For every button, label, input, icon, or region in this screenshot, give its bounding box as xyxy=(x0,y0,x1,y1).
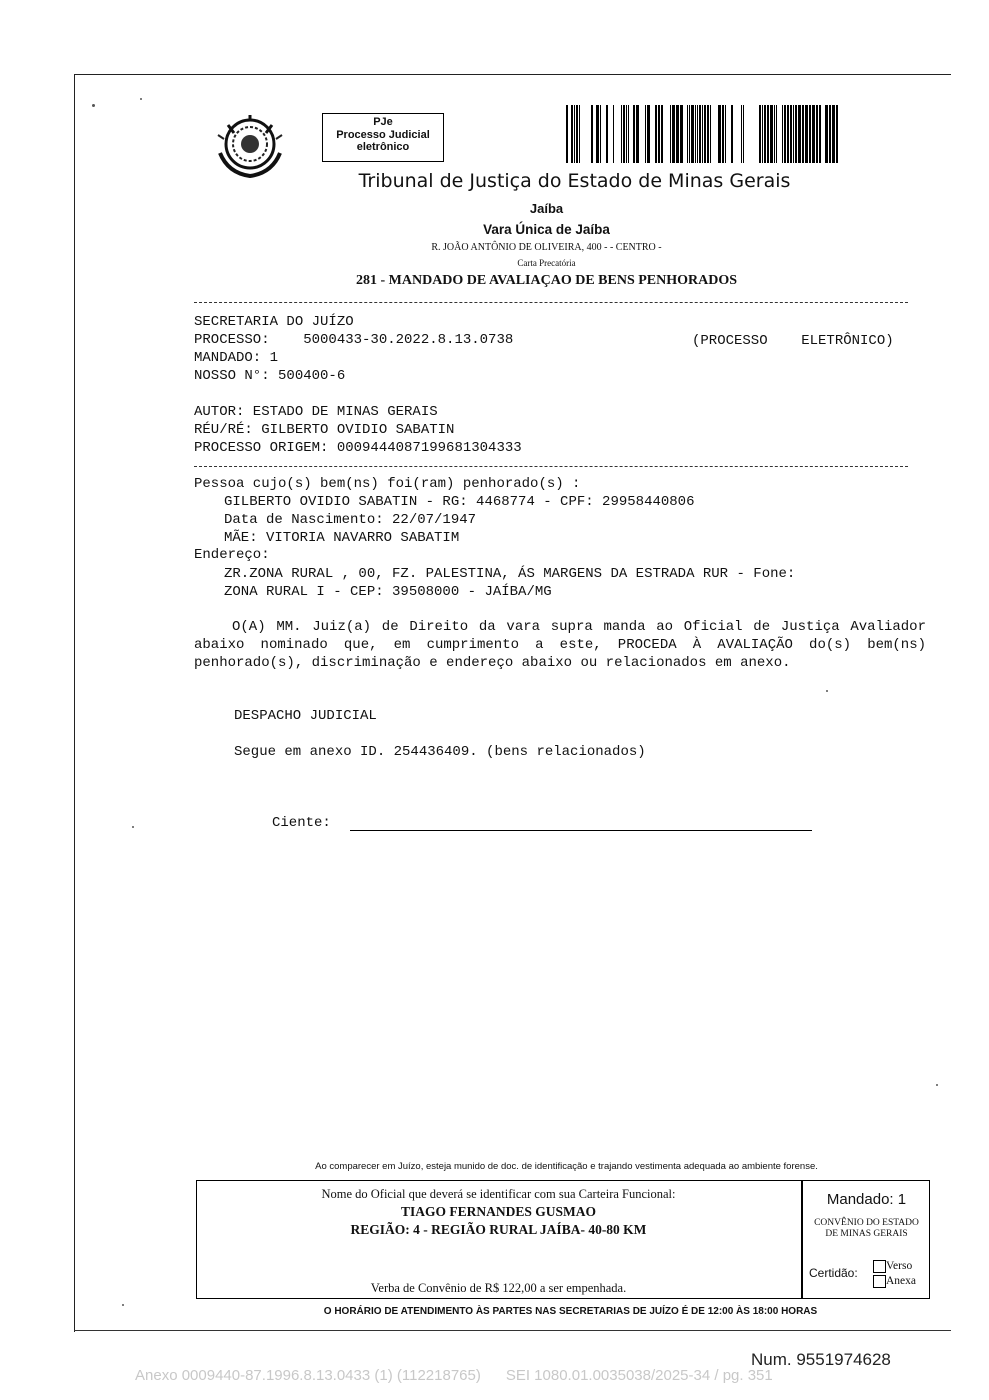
barcode-bar xyxy=(574,105,575,163)
pje-line-3: eletrônico xyxy=(356,141,410,153)
barcode-bar xyxy=(658,105,660,163)
anexa-checkbox[interactable] xyxy=(873,1275,886,1288)
barcode-bar xyxy=(672,105,675,163)
barcode-bar xyxy=(762,105,763,163)
processo-line: PROCESSO: 5000433-30.2022.8.13.0738 xyxy=(194,332,514,348)
barcode-bar xyxy=(802,105,804,163)
barcode-bar xyxy=(743,105,744,163)
despacho-heading: DESPACHO JUDICIAL xyxy=(234,708,377,724)
barcode-bar xyxy=(725,105,726,163)
barcode-bar xyxy=(710,105,711,163)
barcode-bar xyxy=(600,105,601,163)
barcode-bar xyxy=(731,105,733,163)
anexa-label: Anexa xyxy=(886,1275,917,1287)
barcode-bar xyxy=(702,105,703,163)
dashed-divider-1 xyxy=(194,302,908,303)
barcode-bar xyxy=(633,105,635,163)
secretaria-line: SECRETARIA DO JUÍZO xyxy=(194,314,354,330)
pje-line-2: Processo Judicial xyxy=(336,128,430,141)
barcode-bar xyxy=(782,105,783,163)
barcode-bar xyxy=(718,105,721,163)
pje-line-1: PJe xyxy=(373,116,393,128)
mandado-number: Mandado: 1 xyxy=(826,1191,907,1208)
scan-speck xyxy=(936,1084,938,1086)
scan-speck xyxy=(140,98,142,100)
address-line-1: ZR.ZONA RURAL , 00, FZ. PALESTINA, ÁS MARGENS DA ESTRADA RUR - Fone: xyxy=(224,566,796,582)
certidao-label: Certidão: xyxy=(809,1266,858,1280)
barcode-bar xyxy=(819,105,821,163)
barcode-bar xyxy=(579,105,580,163)
barcode-bar xyxy=(596,105,599,163)
barcode-bar xyxy=(571,105,573,163)
barcode-bar xyxy=(784,105,786,163)
barcode-bar xyxy=(661,105,663,163)
barcode-bar xyxy=(798,105,801,163)
verso-label: Verso xyxy=(886,1260,913,1272)
convenio-label: CONVÊNIO DO ESTADO DE MINAS GERAIS xyxy=(814,1218,919,1239)
mandado-line: MANDADO: 1 xyxy=(194,350,279,366)
barcode-bar xyxy=(741,105,742,163)
barcode-bar xyxy=(689,105,690,163)
officer-region: REGIÃO: 4 - REGIÃO RURAL JAÍBA- 40-80 KM xyxy=(350,1222,647,1237)
autor-line: AUTOR: ESTADO DE MINAS GERAIS xyxy=(194,404,438,420)
person-birth-line: Data de Nascimento: 22/07/1947 xyxy=(224,512,477,528)
barcode-bar xyxy=(832,105,835,163)
court-vara: Vara Única de Jaíba xyxy=(483,222,610,237)
barcode-bar xyxy=(787,105,789,163)
barcode-bar xyxy=(816,105,818,163)
barcode-bar xyxy=(793,105,794,163)
barcode-bar xyxy=(697,105,698,163)
barcode-bar xyxy=(636,105,639,163)
address-line-2: ZONA RURAL I - CEP: 39508000 - JAÍBA/MG xyxy=(224,584,552,600)
court-city: Jaíba xyxy=(529,201,564,216)
mandado-title: 281 - MANDADO DE AVALIAÇAO DE BENS PENHORADOS xyxy=(355,273,738,288)
barcode-bar xyxy=(670,105,671,163)
barcode-bar xyxy=(722,105,724,163)
frame-top-line xyxy=(74,74,951,75)
barcode-bar xyxy=(836,105,838,163)
scan-speck xyxy=(92,104,95,107)
barcode-bar xyxy=(655,105,657,163)
barcode-bar xyxy=(687,105,688,163)
office-hours: O HORÁRIO DE ATENDIMENTO ÀS PARTES NAS SECRETARIAS DE JUÍZO É DE 12:00 ÀS 18:00 HORAS xyxy=(323,1306,818,1317)
address-label: Endereço: xyxy=(194,547,270,563)
barcode-bar xyxy=(707,105,709,163)
barcode-bar xyxy=(647,105,650,163)
frame-bottom-line xyxy=(74,1330,951,1331)
barcode-bar xyxy=(795,105,797,163)
certidao-options xyxy=(873,1259,916,1289)
scan-speck xyxy=(826,690,828,692)
processo-eletronico: (PROCESSO ELETRÔNICO) xyxy=(692,333,894,349)
barcode-bar xyxy=(623,105,625,163)
ciente-label: Ciente: xyxy=(272,815,331,831)
person-name-line: GILBERTO OVIDIO SABATIN - RG: 4468774 - CPF: 29958440806 xyxy=(224,494,695,510)
nosso-numero-line: NOSSO N°: 500400-6 xyxy=(194,368,346,384)
ciente-signature-line xyxy=(350,830,812,831)
barcode-bar xyxy=(645,105,646,163)
barcode xyxy=(566,105,840,163)
barcode-bar xyxy=(809,105,811,163)
barcode-bar xyxy=(626,105,627,163)
barcode-bar xyxy=(704,105,706,163)
barcode-bar xyxy=(680,105,683,163)
barcode-bar xyxy=(770,105,773,163)
barcode-bar xyxy=(576,105,578,163)
segue-anexo-line: Segue em anexo ID. 254436409. (bens relacionados) xyxy=(234,744,646,760)
barcode-bar xyxy=(691,105,694,163)
document-number: Num. 9551974628 xyxy=(751,1350,891,1369)
barcode-bar xyxy=(774,105,775,163)
verso-checkbox[interactable] xyxy=(873,1260,886,1273)
barcode-bar xyxy=(825,105,828,163)
barcode-bar xyxy=(606,105,608,163)
attire-notice: Ao comparecer em Juízo, esteja munido de doc. de identificação e trajando vestimenta adequada ao ambiente forense. xyxy=(315,1161,818,1172)
court-address: R. JOÃO ANTÔNIO DE OLIVEIRA, 400 - - CENTRO - xyxy=(431,242,662,253)
officer-label: Nome do Oficial que deverá se identificar com sua Carteira Funcional: xyxy=(321,1187,676,1201)
barcode-bar xyxy=(812,105,815,163)
reu-line: RÉU/RÉ: GILBERTO OVIDIO SABATIN xyxy=(194,422,455,438)
barcode-bar xyxy=(764,105,766,163)
barcode-bar xyxy=(767,105,769,163)
dashed-divider-2 xyxy=(194,466,908,467)
barcode-bar xyxy=(591,105,593,163)
barcode-bar xyxy=(790,105,792,163)
barcode-bar xyxy=(628,105,629,163)
pje-badge xyxy=(322,113,444,162)
order-paragraph: O(A) MM. Juiz(a) de Direito da vara supra manda ao Oficial de Justiça Avaliador abaixo nominado que, em cumprimento a este, PROCEDA À AVALIAÇÃO do(s) bem(ns) penhorado(s), discriminação e endereço abaixo ou relacionados em anexo. xyxy=(194,619,926,671)
barcode-bar xyxy=(613,105,614,163)
barcode-bar xyxy=(776,105,777,163)
footer-reference: Anexo 0009440-87.1996.8.13.0433 (1) (112218765) SEI 1080.01.0035038/2025-34 / pg. 351 xyxy=(135,1367,773,1384)
person-mother-line: MÃE: VITORIA NAVARRO SABATIM xyxy=(224,530,460,546)
barcode-bar xyxy=(695,105,696,163)
officer-name: TIAGO FERNANDES GUSMAO xyxy=(400,1204,597,1219)
verba-line: Verba de Convênio de R$ 122,00 a ser empenhada. xyxy=(370,1281,627,1295)
scan-speck xyxy=(132,826,134,828)
barcode-bar xyxy=(566,105,568,163)
barcode-bar xyxy=(759,105,761,163)
barcode-bar xyxy=(621,105,622,163)
scan-speck xyxy=(122,1304,124,1306)
barcode-bar xyxy=(676,105,679,163)
processo-origem-line: PROCESSO ORIGEM: 0009444087199681304333 xyxy=(194,440,522,456)
barcode-bar xyxy=(805,105,808,163)
barcode-bar xyxy=(829,105,831,163)
court-name: Tribunal de Justiça do Estado de Minas Gerais xyxy=(358,170,791,192)
barcode-bar xyxy=(699,105,701,163)
person-intro: Pessoa cujo(s) bem(ns) foi(ram) penhorado(s) : xyxy=(194,476,581,492)
document-type: Carta Precatória xyxy=(517,258,576,268)
